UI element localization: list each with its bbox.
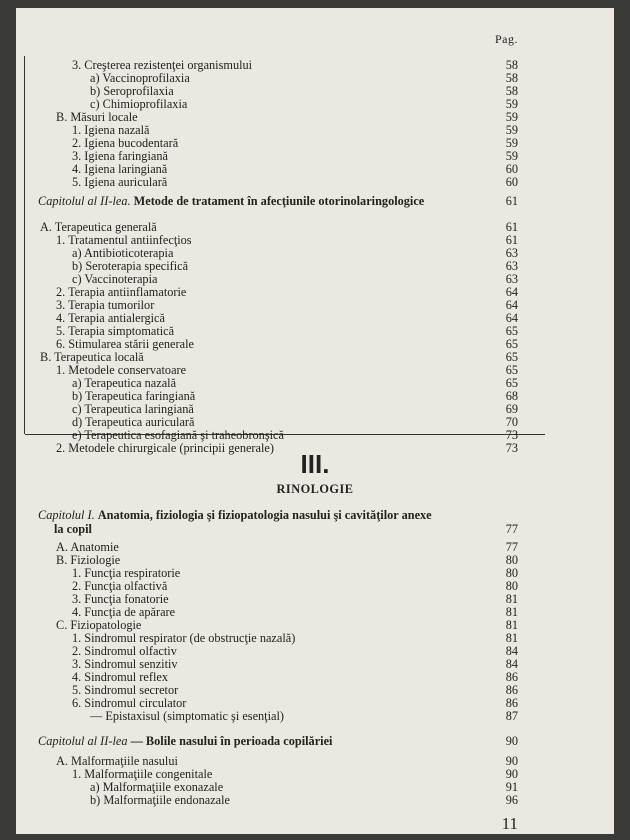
toc-entry: a) Antibioticoterapia	[72, 246, 174, 260]
chapter-label: Capitolul al II-lea	[38, 734, 128, 748]
toc-entry: 4. Sindromul reflex	[72, 670, 168, 684]
toc-page: 65	[505, 376, 518, 390]
toc-page: 59	[505, 110, 518, 124]
toc-page: 69	[505, 402, 518, 416]
toc-page: 58	[505, 84, 518, 98]
toc-entry: a) Malformaţiile exonazale	[90, 780, 224, 794]
toc-entry: b) Terapeutica faringiană	[72, 389, 196, 403]
toc-page: 63	[505, 272, 518, 286]
book-page	[16, 8, 614, 834]
toc-entry: 5. Igiena auriculară	[72, 175, 168, 189]
vertical-rule	[24, 56, 25, 434]
toc-page: 80	[505, 566, 518, 580]
toc-page: 60	[505, 162, 518, 176]
toc-entry: 3. Funcţia fonatorie	[72, 592, 169, 606]
toc-page: 61	[505, 194, 518, 208]
toc-entry: 3. Creşterea rezistenţei organismului	[72, 58, 253, 72]
toc-page: 91	[505, 780, 518, 794]
chapter-title-line2: la copil	[54, 522, 92, 536]
toc-page: 90	[505, 767, 518, 781]
chapter-heading	[38, 194, 424, 208]
toc-page: 64	[505, 298, 518, 312]
toc-page: 87	[505, 709, 518, 723]
toc-entry: 4. Funcţia de apărare	[72, 605, 176, 619]
toc-entry: 1. Funcţia respiratorie	[72, 566, 181, 580]
toc-page: 59	[505, 149, 518, 163]
toc-entry: 6. Sindromul circulator	[72, 696, 187, 710]
toc-page: 65	[505, 350, 518, 364]
toc-entry: 2. Igiena bucodentară	[72, 136, 179, 150]
chapter-title: Metode de tratament în afecţiunile otorinolaringologice	[133, 194, 425, 208]
toc-entry: b) Seroterapia specifică	[72, 259, 189, 273]
chapter-label: Capitolul I.	[38, 508, 95, 522]
toc-page: 80	[505, 553, 518, 567]
toc-page: 80	[505, 579, 518, 593]
toc-page: 65	[505, 324, 518, 338]
toc-entry: A. Anatomie	[56, 540, 119, 554]
toc-entry: 1. Malformaţiile congenitale	[72, 767, 213, 781]
toc-page: 59	[505, 97, 518, 111]
toc-page: 86	[505, 670, 518, 684]
toc-page: 65	[505, 363, 518, 377]
toc-page: 63	[505, 259, 518, 273]
toc-entry: a) Vaccinoprofilaxia	[90, 71, 190, 85]
toc-entry: 1. Sindromul respirator (de obstrucţie nazală)	[72, 631, 296, 645]
toc-page: 60	[505, 175, 518, 189]
toc-entry: — Epistaxisul (simptomatic şi esenţial)	[90, 709, 284, 723]
toc-page: 58	[505, 71, 518, 85]
page-number: 11	[501, 814, 518, 833]
chapter-heading	[38, 734, 332, 748]
chapter-title: — Bolile nasului în perioada copilăriei	[130, 734, 333, 748]
toc-page: 81	[505, 605, 518, 619]
toc-page: 59	[505, 136, 518, 150]
toc-page: 90	[505, 754, 518, 768]
toc-entry: 5. Terapia simptomatică	[56, 324, 175, 338]
toc-page: 65	[505, 337, 518, 351]
toc-page: 77	[505, 540, 518, 554]
toc-page: 96	[505, 793, 518, 807]
toc-page: 68	[505, 389, 518, 403]
toc-page: 84	[505, 657, 518, 671]
toc-page: 59	[505, 123, 518, 137]
toc-entry: c) Terapeutica laringiană	[72, 402, 194, 416]
toc-page: 64	[505, 311, 518, 325]
toc-page: 58	[505, 58, 518, 72]
toc-page: 63	[505, 246, 518, 260]
toc-page: 77	[505, 522, 518, 536]
toc-entry: 4. Terapia antialergică	[56, 311, 165, 325]
toc-page: 73	[505, 441, 518, 455]
toc-entry: 5. Sindromul secretor	[72, 683, 179, 697]
toc-page: 61	[505, 220, 518, 234]
toc-entry: C. Fiziopatologie	[56, 618, 142, 632]
toc-entry: b) Seroprofilaxia	[90, 84, 174, 98]
toc-entry: B. Terapeutica locală	[40, 350, 144, 364]
toc-entry: 2. Sindromul olfactiv	[72, 644, 177, 658]
toc-page: 86	[505, 683, 518, 697]
toc-page: 73	[505, 428, 518, 442]
toc-entry: 2. Metodele chirurgicale (principii generale)	[56, 441, 274, 455]
toc-entry: A. Malformaţiile nasului	[56, 754, 178, 768]
section-title: RINOLOGIE	[276, 482, 354, 496]
chapter-label: Capitolul al II-lea.	[38, 194, 131, 208]
toc-entry: 3. Terapia tumorilor	[56, 298, 155, 312]
toc-page: 84	[505, 644, 518, 658]
toc-entry: c) Vaccinoterapia	[72, 272, 158, 286]
toc-entry: a) Terapeutica nazală	[72, 376, 177, 390]
toc-entry: 1. Tratamentul antiinfecţios	[56, 233, 192, 247]
toc-entry: B. Fiziologie	[56, 553, 121, 567]
toc-entry: 2. Terapia antiinflamatorie	[56, 285, 187, 299]
toc-page: 70	[505, 415, 518, 429]
toc-entry: 3. Igiena faringiană	[72, 149, 168, 163]
toc-page: 61	[505, 233, 518, 247]
toc-page: 81	[505, 631, 518, 645]
toc-entry: d) Terapeutica auriculară	[72, 415, 195, 429]
section-number: III.	[300, 449, 330, 479]
toc-entry: B. Măsuri locale	[56, 110, 138, 124]
toc-entry: 1. Igiena nazală	[72, 123, 150, 137]
toc-entry: c) Chimioprofilaxia	[90, 97, 188, 111]
page-column-header: Pag.	[495, 32, 518, 46]
toc-page: 90	[505, 734, 518, 748]
chapter-heading-continuation	[54, 522, 92, 536]
toc-entry: A. Terapeutica generală	[40, 220, 157, 234]
toc-entry: 4. Igiena laringiană	[72, 162, 168, 176]
chapter-title: Anatomia, fiziologia şi fiziopatologia nasului şi cavităţilor anexe	[97, 508, 432, 522]
toc-page: 86	[505, 696, 518, 710]
toc-entry: 3. Sindromul senzitiv	[72, 657, 178, 671]
toc-entry: 1. Metodele conservatoare	[56, 363, 187, 377]
toc-entry: 6. Stimularea stării generale	[56, 337, 194, 351]
toc-page: 64	[505, 285, 518, 299]
toc-entry: e) Terapeutica esofagiană şi traheobronşică	[72, 428, 284, 442]
toc-page: 81	[505, 618, 518, 632]
chapter-heading	[38, 508, 432, 522]
toc-page: 81	[505, 592, 518, 606]
toc-entry: 2. Funcţia olfactivă	[72, 579, 168, 593]
toc-entry: b) Malformaţiile endonazale	[90, 793, 230, 807]
